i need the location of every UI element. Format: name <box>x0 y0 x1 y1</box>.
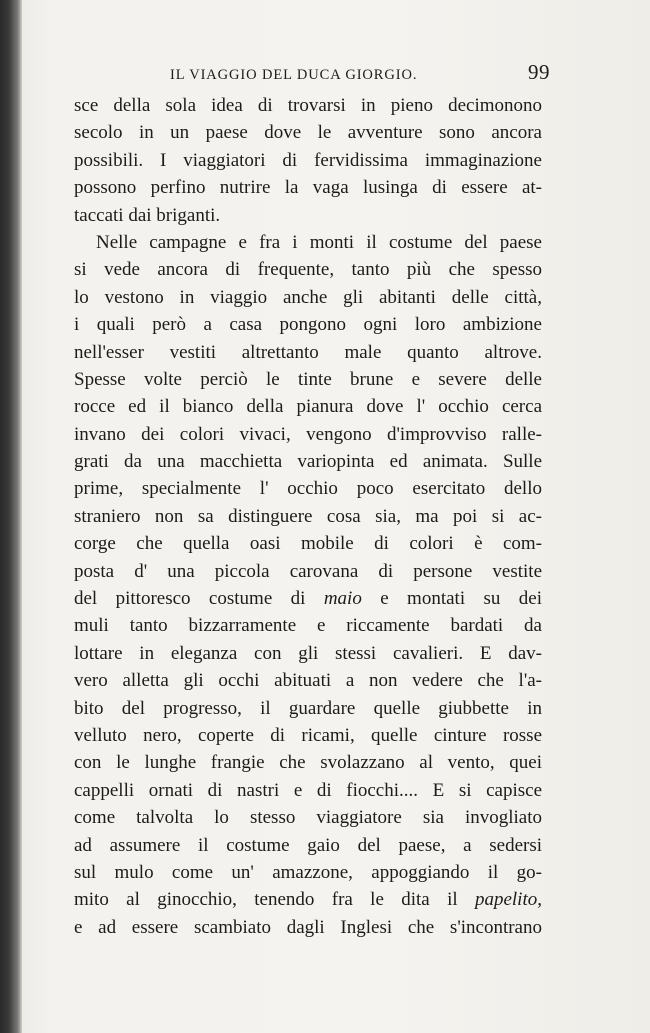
text-line <box>74 585 542 612</box>
text-line: posta d' una piccola carovana di persone vestite <box>74 560 542 582</box>
text-line: Spesse volte perciò le tinte brune e severe delle <box>74 368 542 390</box>
text-line: sce della sola idea di trovarsi in pieno decimonono <box>74 95 542 116</box>
page-header <box>170 60 550 86</box>
text-line: rocce ed il bianco della pianura dove l' occhio cerca <box>74 396 542 418</box>
body-text <box>74 92 542 941</box>
text-line: possibili. I viaggiatori di fervidissima immaginazione <box>74 149 542 171</box>
text-line: cappelli ornati di nastri e di fiocchi.... E si capisce <box>74 779 542 801</box>
text-line: si vede ancora di frequente, tanto più che spesso <box>74 259 542 281</box>
text-segment: e montati su dei <box>361 588 543 610</box>
text-line: possono perfino nutrire la vaga lusinga di essere at- <box>74 177 542 199</box>
text-segment: del pittoresco costume di <box>74 588 324 610</box>
text-line: e ad essere scambiato dagli Inglesi che s'incontrano <box>74 916 542 938</box>
book-spine-shadow <box>0 0 22 1033</box>
text-line: ad assumere il costume gaio del paese, a sedersi <box>74 834 542 856</box>
text-line: come talvolta lo stesso viaggiatore sia invogliato <box>74 807 542 829</box>
text-line: Nelle campagne e fra i monti il costume del paese <box>96 231 542 253</box>
text-line: bito del progresso, il guardare quelle giubbette in <box>74 697 542 719</box>
text-line: nell'esser vestiti altrettanto male quanto altrove. <box>74 341 542 363</box>
text-line: i quali però a casa pongono ogni loro ambizione <box>74 314 542 336</box>
text-line: prime, specialmente l' occhio poco esercitato dello <box>74 478 542 500</box>
page-number: 99 <box>528 60 550 84</box>
text-line: con le lunghe frangie che svolazzano al vento, quei <box>74 752 542 774</box>
text-line: straniero non sa distinguere cosa sia, ma poi si ac- <box>74 505 542 527</box>
italic-word: maio <box>323 588 362 610</box>
running-title: IL VIAGGIO DEL DUCA GIORGIO. <box>170 67 418 83</box>
text-line: vero alletta gli occhi abituati a non vedere che l'a- <box>74 670 542 692</box>
text-line: secolo in un paese dove le avventure sono ancora <box>74 122 542 144</box>
text-line: sul mulo come un' amazzone, appoggiando il go- <box>74 861 542 883</box>
text-line: grati da una macchietta variopinta ed animata. Sulle <box>74 451 542 473</box>
text-line: taccati dai briganti. <box>74 204 221 226</box>
italic-word: papelito, <box>474 889 542 911</box>
text-line: velluto nero, coperte di ricami, quelle cinture rosse <box>74 724 542 746</box>
text-line: invano dei colori vivaci, vengono d'improvviso ralle- <box>74 423 542 445</box>
text-line: muli tanto bizzarramente e riccamente bardati da <box>74 615 542 637</box>
text-segment: mito al ginocchio, tenendo fra le dita il <box>74 889 475 911</box>
text-line: lo vestono in viaggio anche gli abitanti delle città, <box>74 286 542 308</box>
text-line <box>74 886 542 913</box>
text-line: corge che quella oasi mobile di colori è com- <box>74 533 542 555</box>
text-line: lottare in eleganza con gli stessi cavalieri. E dav- <box>74 642 542 664</box>
